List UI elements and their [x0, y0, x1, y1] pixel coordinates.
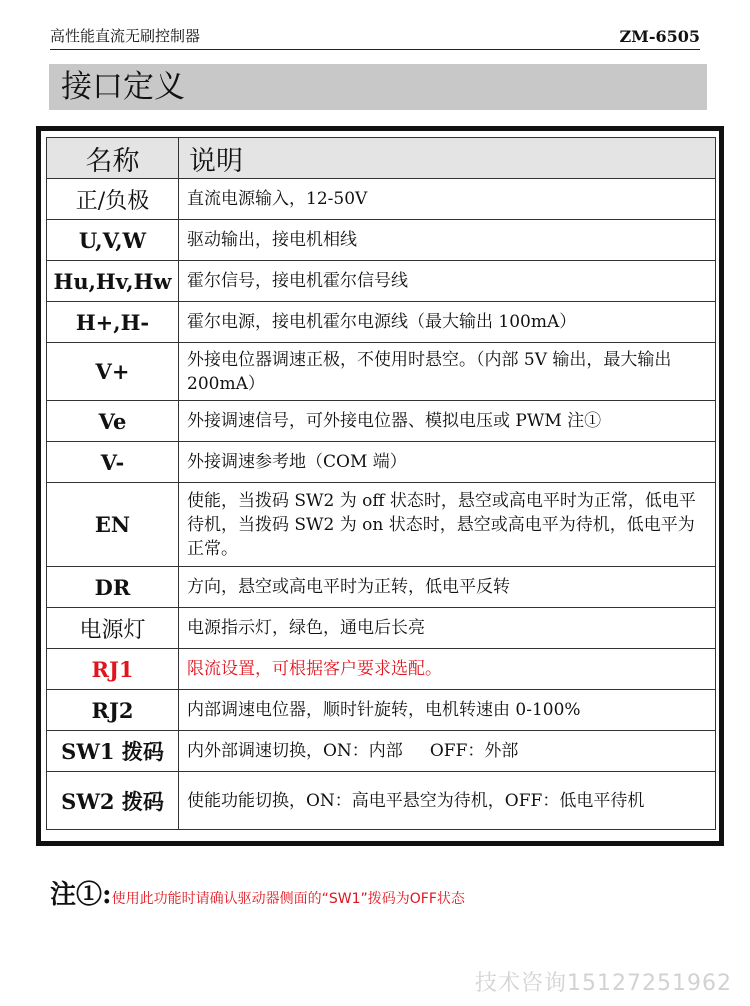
footnote-mark: 注①: [50, 880, 112, 910]
row-name: RJ2 [47, 690, 179, 731]
table-row [47, 442, 716, 483]
table-row [47, 401, 716, 442]
row-description: 方向，悬空或高电平时为正转，低电平反转 [179, 567, 716, 608]
row-name: V- [47, 442, 179, 483]
table-row [47, 179, 716, 220]
row-description: 内外部调速切换，ON：内部 OFF：外部 [179, 731, 716, 772]
model-number: ZM-6505 [619, 27, 700, 46]
row-description: 外接电位器调速正极，不使用时悬空。（内部 5V 输出，最大输出 200mA） [179, 343, 716, 401]
row-name: SW2 拨码 [47, 772, 179, 830]
row-name: Ve [47, 401, 179, 442]
row-name: H+,H- [47, 302, 179, 343]
table-row [47, 261, 716, 302]
table-row [47, 343, 716, 401]
row-description: 电源指示灯，绿色，通电后长亮 [179, 608, 716, 649]
interface-table-frame [36, 126, 724, 846]
table-row [47, 608, 716, 649]
row-description: 限流设置，可根据客户要求选配。 [179, 649, 716, 690]
table-row [47, 649, 716, 690]
table-row [47, 483, 716, 567]
table-row [47, 772, 716, 830]
row-name: 正/负极 [47, 179, 179, 220]
row-name: 电源灯 [47, 608, 179, 649]
row-description: 霍尔信号，接电机霍尔信号线 [179, 261, 716, 302]
row-name: U,V,W [47, 220, 179, 261]
row-description: 霍尔电源，接电机霍尔电源线（最大输出 100mA） [179, 302, 716, 343]
row-description: 使能，当拨码 SW2 为 off 状态时，悬空或高电平时为正常，低电平待机，当拨码 SW2 为 on 状态时，悬空或高电平为待机，低电平为正常。 [179, 483, 716, 567]
row-description: 外接调速参考地（COM 端） [179, 442, 716, 483]
contact-watermark: 技术咨询15127251962 [475, 971, 732, 996]
row-description: 内部调速电位器，顺时针旋转，电机转速由 0-100% [179, 690, 716, 731]
page-header [50, 22, 700, 50]
row-name: SW1 拨码 [47, 731, 179, 772]
table-row [47, 690, 716, 731]
column-header-description: 说明 [179, 138, 716, 179]
row-name: Hu,Hv,Hw [47, 261, 179, 302]
table-row [47, 302, 716, 343]
row-description: 直流电源输入，12-50V [179, 179, 716, 220]
table-row [47, 731, 716, 772]
footnote [50, 874, 465, 911]
column-header-name: 名称 [47, 138, 179, 179]
row-description: 外接调速信号，可外接电位器、模拟电压或 PWM 注① [179, 401, 716, 442]
row-description: 使能功能切换，ON：高电平悬空为待机，OFF：低电平待机 [179, 772, 716, 830]
document-title: 高性能直流无刷控制器 [50, 27, 201, 45]
table-header-row [47, 138, 716, 179]
footnote-text: 使用此功能时请确认驱动器侧面的“SW1”拨码为OFF状态 [111, 891, 465, 907]
table-row [47, 567, 716, 608]
section-title: 接口定义 [49, 64, 707, 110]
row-name: DR [47, 567, 179, 608]
row-description: 驱动输出，接电机相线 [179, 220, 716, 261]
interface-table [46, 137, 716, 830]
table-row [47, 220, 716, 261]
row-name: EN [47, 483, 179, 567]
row-name: V+ [47, 343, 179, 401]
row-name: RJ1 [47, 649, 179, 690]
